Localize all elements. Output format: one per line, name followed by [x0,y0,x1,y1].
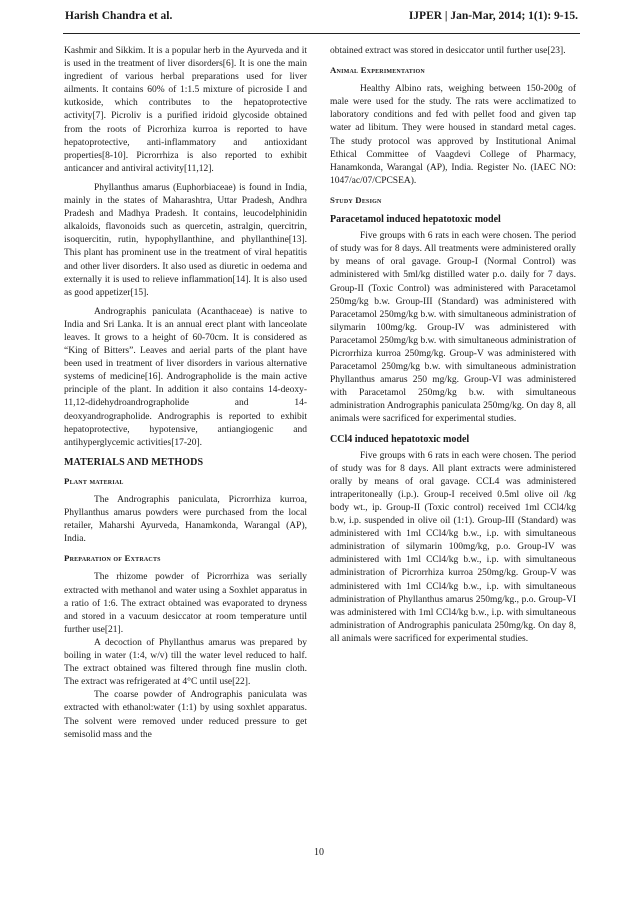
subheading-plant-material: Plant material [64,475,124,486]
paragraph-picrorhiza: Kashmir and Sikkim. It is a popular herb in the Ayurveda and it is used in the treatment of liver disorders[6]. It is one the main ingredient of various herbal preparations used for liver ailments. It contains 60% of 1:1.5 mixture of picroside I and kutkoside, which contributes to the hepatoprotective activity[7]. Picroliv is a purified iridoid glycoside obtained from the roots of Picrorhiza kurroa is reported to have hepatoprotective, anti-inflammatory and antioxidant properties[8-10]. Picrorrhiza is also reported to exhibit anticancer and antiviral activity[11,12]. [64,46,307,174]
page-number: 10 [314,847,324,858]
header-author: Harish Chandra et al. [65,10,173,22]
subheading-paracetamol-model: Paracetamol induced hepatotoxic model [330,214,501,226]
running-header [65,10,578,30]
paragraph-paracetamol-model: Five groups with 6 rats in each were chosen. The period of study was for 8 days. All treatments were administered orally by means of oral gavage. Group-I (Normal Control) was administered with 5ml/kg distilled water p.o. daily for 7 days. Group-II (Toxic Control) was administered with Paracetamol 250mg/kg b.w. Group-III (Standard) was administered with Paracetamol 250mg/kg b.w. with simultaneous administration of silymarin 100mg/kg. Group-IV was administered with Paracetamol 250mg/kg b.w. with simultaneous administration of Picrorrhiza kurroa 250mg/kg. Group-V was administered with Paracetamol 250mg/kg b.w. with simultaneous administration Phyllanthus amarus 250 mg/kg. Group-VI was administered with Paracetamol 250mg/kg b.w. with simultaneous administration Andrographis paniculata 250mg/kg. On day 8, all animals were sacrificed for experimental studies. [330,231,576,425]
section-heading-materials-methods: MATERIALS AND METHODS [64,456,204,468]
paragraph-animals: Healthy Albino rats, weighing between 150-200g of male were used for the study. The rats were acclimatized to laboratory conditions and fed with pellet food and given tap water ad libitum. They were housed in standard metal cages. The study protocol was approved by Institutional Animal Ethical Committee of Vaagdevi College of Pharmacy, Hanamkonda, Warangal (AP), India. Register No. (IAEC NO: 1047/ac/07/CPCSEA). [330,84,576,186]
paragraph-plant-material: The Andrographis paniculata, Picrorrhiza kurroa, Phyllanthus amarus powders were purchased from the local retailer, Maharshi Ayurveda, Hanamkonda, Warangal (AP), India. [64,495,307,545]
subheading-animal-experimentation: Animal Experimentation [330,65,425,76]
paragraph-extract-storage: obtained extract was stored in desiccator until further use[23]. [330,46,566,56]
header-journal-citation: IJPER | Jan-Mar, 2014; 1(1): 9-15. [408,10,578,22]
header-rule [63,33,580,34]
subheading-preparation-of-extracts: Preparation of Extracts [64,553,161,564]
subheading-ccl4-model: CCl4 induced hepatotoxic model [330,433,470,445]
left-column [64,45,307,742]
paragraph-ccl4-model: Five groups with 6 rats in each were chosen. The period of study was for 8 days. All plant extracts were administered orally by means of oral gavage. CCL4 was administered intraperitoneally (i.p.). Group-I received 0.5ml olive oil /kg body wt., ip. Group-II (Toxic control) received 1ml CCl4/kg b.w, i.p. suspended in olive oil (1:1). Group-III (Standard) was administered with 1ml CCl4/kg b.w., i.p. with simultaneous administration of silymarin 100mg/kg, p.o. Group-IV was administered with 1ml CCl4/kg b.w., i.p. with simultaneous administration of Picrorrhiza kurroa 250mg/kg. Group-V was administered with 1ml CCl4/kg b.w., i.p. with simultaneous administration of Phyllanthus amarus 250mg/kg., p.o. Group-VI was administered with 1ml CCl4/kg b.w., i.p. with simultaneous administration of Andrographis paniculata 250mg/kg. On day 8, all animals were sacrificed for experimental studies. [330,450,576,644]
paragraph-picrorrhiza-extraction: The rhizome powder of Picrorrhiza was serially extracted with methanol and water using a Soxhlet apparatus in a ratio of 1:6. The extract obtained was evaporated to dryness and stored in a vacuum desiccator at room temperature until further use[21]. [64,572,307,635]
paragraph-phyllanthus-decoction: A decoction of Phyllanthus amarus was prepared by boiling in water (1:4, w/v) till the water level reduced to half. The extract obtained was filtered through fine muslin cloth. The extract was refrigerated at 4°C until use[22]. [64,637,307,688]
subheading-study-design: Study Design [330,194,382,205]
paragraph-andrographis-extraction: The coarse powder of Andrographis paniculata was extracted with ethanol:water (1:1) by using soxhlet apparatus. The solvent were removed under reduced pressure to get semisolid mass and the [64,690,307,740]
paragraph-phyllanthus: Phyllanthus amarus (Euphorbiaceae) is found in India, mainly in the states of Maharashtra, Uttar Pradesh, Andhra Pradesh and Madhya Pradesh. It contains, leucodelphinidin alkaloids, flavonoids such as quercetin, astralgin, quercitrin, isoquercitin, rutin, hypophyllanthine, and phyllanthine[13]. This plant has prominent use in the treatment of viral hepatitis and other liver disorders. It also used as diuretic in oedema and externally it is used to relieve inflammation[14]. It is also used as good appetizer[15]. [64,182,307,298]
right-column [330,45,576,646]
paragraph-andrographis: Andrographis paniculata (Acanthaceae) is native to India and Sri Lanka. It is an annual erect plant with lanceolate leaves. It grows to a height of 60-70cm. It is considered as “King of Bitters”. Leaves and aerial parts of the plant have been used in treatment of liver disorders in various alternative systems of medicine[16]. Andrographolide is the main active principle of the plant. In addition it also contains 14-deoxy-11,12-didehydroandrographolide and 14-deoxyandrographolide. Andrographis is reported to exhibit hepatoprotective, hypotensive, antiangiogenic and antihyperglycemic activities[17-20]. [64,306,307,448]
